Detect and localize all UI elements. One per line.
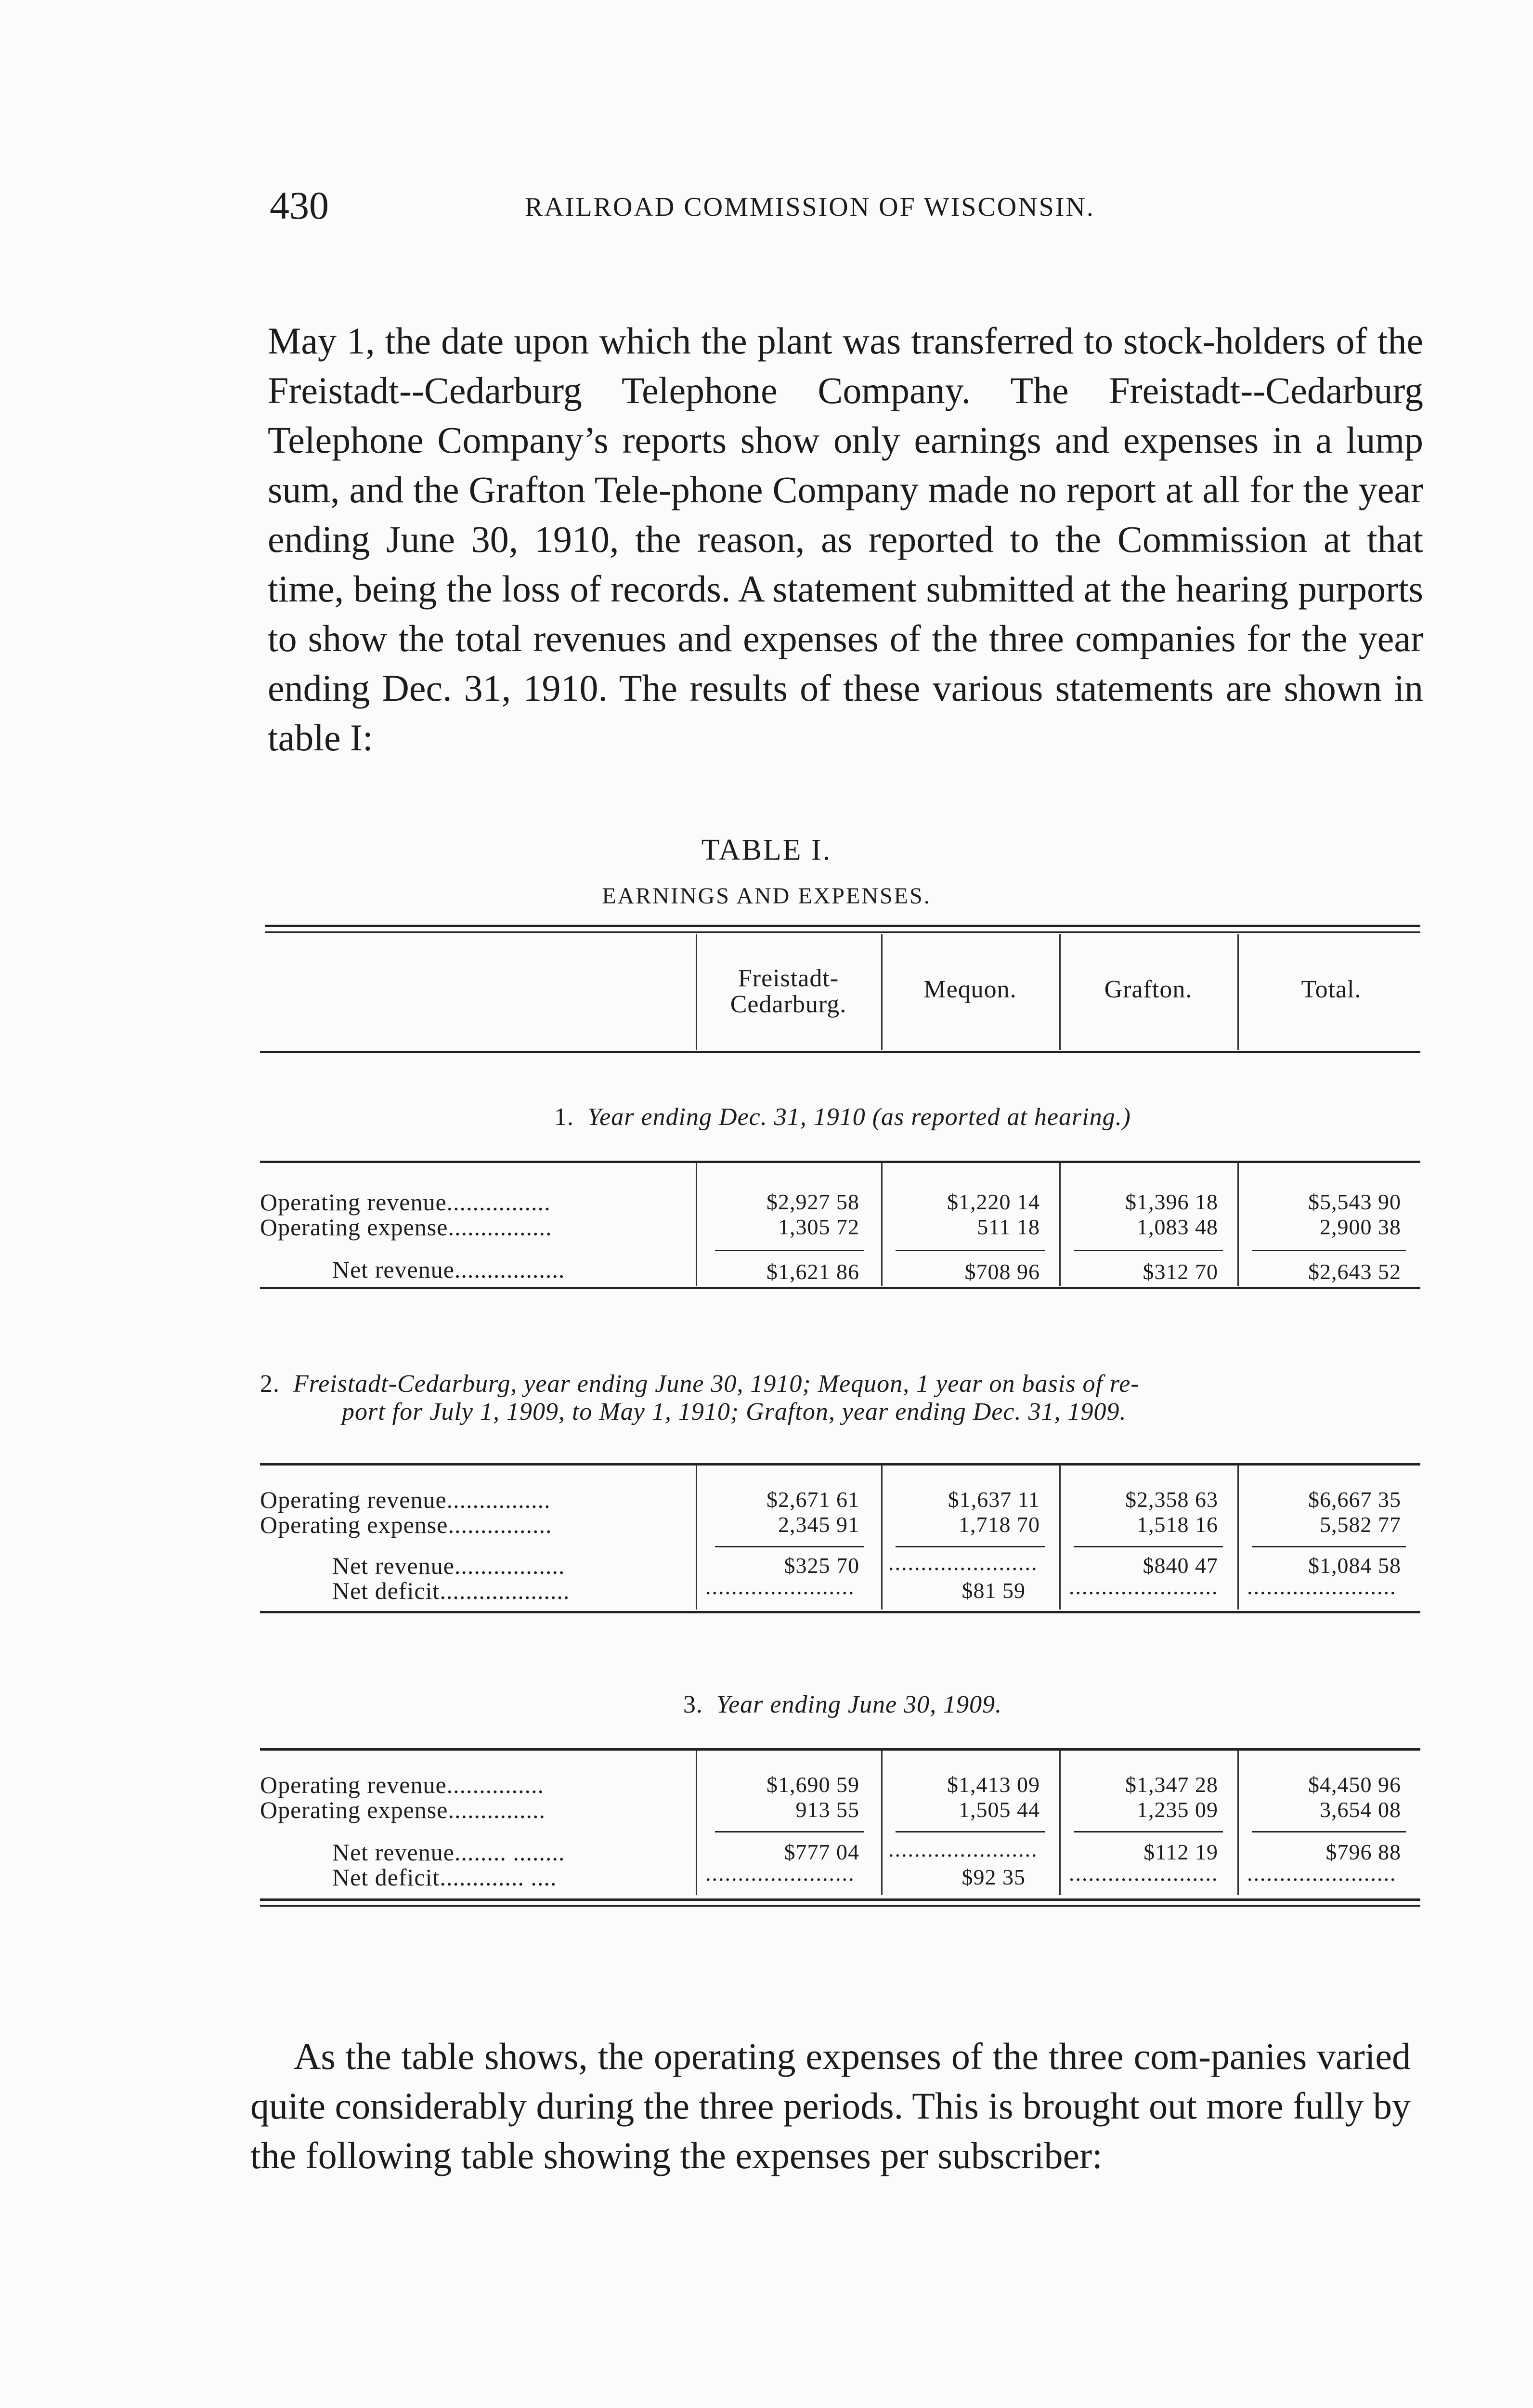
row-label: Net deficit............. ....: [332, 1864, 557, 1891]
cell: $1,084 58: [1308, 1553, 1401, 1578]
sum-rule: [896, 1250, 1045, 1251]
table-title: TABLE I.: [701, 834, 832, 866]
cell: $2,671 61: [766, 1487, 859, 1512]
table-bottom-rule: [260, 1898, 1420, 1901]
column-header-line: Cedarburg.: [730, 991, 847, 1018]
row-label: Net revenue.................: [332, 1552, 565, 1579]
column-header-grafton: Grafton.: [1104, 976, 1193, 1003]
section-1-top-rule: [260, 1161, 1420, 1163]
sum-rule: [715, 1250, 864, 1251]
cell: $1,220 14: [947, 1190, 1040, 1214]
row-label: Net revenue........ ........: [332, 1839, 565, 1866]
row-label: Operating revenue................: [260, 1486, 551, 1513]
section-number: 2.: [260, 1370, 280, 1398]
running-title: RAILROAD COMMISSION OF WISCONSIN.: [525, 192, 1095, 222]
section-3-caption: [260, 1690, 1425, 1719]
cell: $1,413 09: [947, 1772, 1040, 1797]
cell: $796 88: [1325, 1840, 1401, 1864]
leader-dots: .......................: [1247, 1861, 1397, 1885]
leader-dots: .......................: [1069, 1574, 1219, 1599]
cell: $81 59: [961, 1578, 1026, 1603]
cell: $2,358 63: [1125, 1487, 1218, 1512]
sum-rule: [715, 1546, 864, 1547]
label-text: Operating revenue: [260, 1486, 447, 1513]
cell: 1,083 48: [1137, 1215, 1218, 1239]
table-subtitle: EARNINGS AND EXPENSES.: [602, 883, 931, 909]
cell: 511 18: [977, 1215, 1040, 1239]
cell: $312 70: [1143, 1259, 1218, 1284]
label-text: Net revenue: [332, 1256, 455, 1283]
column-header-mequon: Mequon.: [923, 976, 1017, 1003]
label-text: Net revenue: [332, 1839, 455, 1866]
cell: $840 47: [1143, 1553, 1218, 1578]
leader-dots: .......................: [888, 1550, 1038, 1575]
section-caption-text: Year ending June 30, 1909.: [716, 1691, 1002, 1718]
closing-paragraph: As the table shows, the operating expenses of the three com-panies varied quite considerably during the three periods. This is brought out more fully by the following table showing the expenses per subscriber:: [250, 2035, 1411, 2176]
leader-dots: .......................: [1247, 1574, 1397, 1599]
label-text: Operating revenue: [260, 1771, 447, 1798]
sum-rule: [1252, 1831, 1406, 1832]
sum-rule: [1074, 1546, 1223, 1547]
sum-rule: [1252, 1250, 1406, 1251]
sum-rule: [1074, 1250, 1223, 1251]
leader-dots: .......................: [888, 1837, 1038, 1861]
cell: $92 35: [961, 1865, 1026, 1889]
cell: $112 19: [1143, 1840, 1218, 1864]
cell: 1,505 44: [959, 1797, 1040, 1822]
section-3-top-rule: [260, 1748, 1420, 1751]
caption-line: [260, 1370, 1425, 1398]
label-text: Operating expense: [260, 1214, 448, 1241]
cell: $2,643 52: [1308, 1259, 1401, 1284]
cell: $1,690 59: [766, 1772, 859, 1797]
table-bottom-rule-inner: [260, 1905, 1420, 1907]
cell: $5,543 90: [1308, 1190, 1401, 1214]
table-top-rule: [265, 925, 1420, 927]
section-number: 1.: [554, 1103, 574, 1131]
cell: $4,450 96: [1308, 1772, 1401, 1797]
cell: 913 55: [795, 1797, 859, 1822]
row-label: Operating expense...............: [260, 1796, 546, 1823]
cell: $325 70: [784, 1553, 859, 1578]
cell: $1,347 28: [1125, 1772, 1218, 1797]
page-number: 430: [270, 183, 329, 227]
sum-rule: [1074, 1831, 1223, 1832]
section-2-top-rule: [260, 1463, 1420, 1466]
section-2-caption: [260, 1370, 1425, 1426]
leader-dots: .......................: [705, 1574, 855, 1599]
cell: $1,396 18: [1125, 1190, 1218, 1214]
column-header-freistadt: [696, 966, 881, 1018]
row-label: Operating expense................: [260, 1511, 552, 1538]
cell: 2,900 38: [1320, 1215, 1401, 1239]
header-bottom-rule: [260, 1051, 1420, 1053]
label-text: Operating expense: [260, 1796, 448, 1823]
sum-rule: [896, 1546, 1045, 1547]
column-divider: [1059, 1465, 1061, 1610]
sum-rule: [896, 1831, 1045, 1832]
section-caption-text: Freistadt-Cedarburg, year ending June 30, 1910; Mequon, 1 year on basis of re-: [293, 1370, 1140, 1398]
column-divider: [1237, 1465, 1239, 1610]
cell: 1,518 16: [1137, 1512, 1218, 1537]
cell: $2,927 58: [766, 1190, 859, 1214]
label-text: Operating revenue: [260, 1189, 447, 1216]
label-text: Net deficit: [332, 1864, 440, 1891]
section-caption-text: Year ending Dec. 31, 1910 (as reported at hearing.): [587, 1103, 1131, 1131]
cell: $6,667 35: [1308, 1487, 1401, 1512]
cell: 1,305 72: [778, 1215, 859, 1239]
label-text: Operating expense: [260, 1511, 448, 1538]
earnings-expenses-table: [260, 925, 1425, 1912]
section-1-caption: [260, 1103, 1425, 1131]
column-divider: [696, 1465, 697, 1610]
section-caption-text: port for July 1, 1909, to May 1, 1910; Grafton, year ending Dec. 31, 1909.: [342, 1398, 1127, 1426]
label-text: Net revenue: [332, 1552, 455, 1579]
row-label: Operating revenue................: [260, 1189, 551, 1216]
table-top-rule-inner: [265, 931, 1420, 933]
cell: 1,718 70: [959, 1512, 1040, 1537]
cell: $1,621 86: [766, 1259, 859, 1284]
cell: 5,582 77: [1320, 1512, 1401, 1537]
leader-dots: .......................: [1069, 1861, 1219, 1885]
section-1-bottom-rule: [260, 1287, 1420, 1289]
cell: $1,637 11: [948, 1487, 1040, 1512]
cell: $777 04: [784, 1840, 859, 1864]
intro-paragraph: May 1, the date upon which the plant was transferred to stock-holders of the Freistadt--Cedarburg Telephone Company. The Freistadt--Cedarburg Telephone Company’s reports show only earnings and expenses in a lump sum, and the Grafton Tele-phone Company made no report at all for the year ending June 30, 1910, the reason, as reported to the Commission at that time, being the loss of records. A statement submitted at the hearing purports to show the total revenues and expenses of the three companies for the year ending Dec. 31, 1910. The results of these various statements are shown in table I:: [268, 320, 1423, 759]
section-2-bottom-rule: [260, 1611, 1420, 1613]
label-text: Net deficit: [332, 1577, 440, 1604]
column-header-line: Freistadt-: [738, 965, 839, 992]
leader-dots: .......................: [705, 1861, 855, 1885]
cell: 1,235 09: [1137, 1797, 1218, 1822]
sum-rule: [715, 1831, 864, 1832]
cell: 2,345 91: [778, 1512, 859, 1537]
row-label: Operating revenue...............: [260, 1771, 545, 1798]
cell: $708 96: [964, 1259, 1040, 1284]
running-header: [270, 183, 1420, 231]
row-label: Operating expense................: [260, 1214, 552, 1241]
row-label: Net revenue.................: [332, 1256, 565, 1283]
column-header-total: Total.: [1301, 976, 1362, 1003]
sum-rule: [1252, 1546, 1406, 1547]
section-number: 3.: [683, 1691, 703, 1718]
row-label: Net deficit....................: [332, 1577, 570, 1604]
cell: 3,654 08: [1320, 1797, 1401, 1822]
